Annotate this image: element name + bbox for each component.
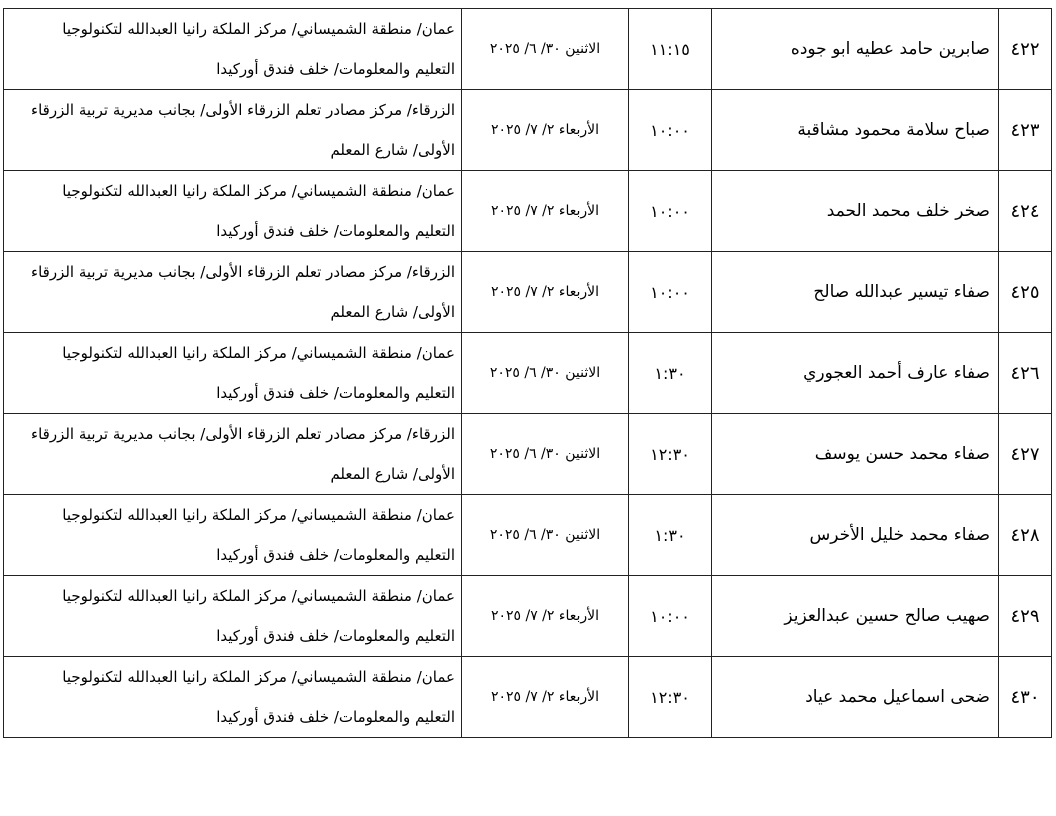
table-row [4, 171, 1052, 252]
exam-time: ١:٣٠ [629, 495, 712, 576]
location-line-1: عمان/ منطقة الشميساني/ مركز الملكة رانيا العبدالله لتكنولوجيا [62, 506, 455, 524]
row-number: ٤٢٩ [999, 576, 1052, 657]
location-line-1: عمان/ منطقة الشميساني/ مركز الملكة رانيا العبدالله لتكنولوجيا [62, 344, 455, 362]
row-number: ٤٢٤ [999, 171, 1052, 252]
exam-date: الأربعاء ٢/ ٧/ ٢٠٢٥ [462, 657, 629, 738]
candidate-name: صفاء محمد حسن يوسف [712, 414, 999, 495]
location-line-2: التعليم والمعلومات/ خلف فندق أوركيدا [216, 222, 455, 240]
exam-date: الأربعاء ٢/ ٧/ ٢٠٢٥ [462, 90, 629, 171]
candidate-name: صفاء تيسير عبدالله صالح [712, 252, 999, 333]
exam-time: ١٢:٣٠ [629, 414, 712, 495]
location-line-2: الأولى/ شارع المعلم [330, 141, 455, 159]
candidate-name: صابرين حامد عطيه ابو جوده [712, 9, 999, 90]
table-row [4, 576, 1052, 657]
exam-date: الاثنين ٣٠/ ٦/ ٢٠٢٥ [462, 414, 629, 495]
exam-location [4, 9, 462, 90]
location-line-1: عمان/ منطقة الشميساني/ مركز الملكة رانيا العبدالله لتكنولوجيا [62, 182, 455, 200]
row-number: ٤٢٢ [999, 9, 1052, 90]
location-line-2: التعليم والمعلومات/ خلف فندق أوركيدا [216, 60, 455, 78]
schedule-table-body [4, 9, 1052, 738]
row-number: ٤٢٨ [999, 495, 1052, 576]
exam-time: ١٠:٠٠ [629, 171, 712, 252]
exam-location [4, 495, 462, 576]
exam-time: ١٢:٣٠ [629, 657, 712, 738]
location-line-1: عمان/ منطقة الشميساني/ مركز الملكة رانيا العبدالله لتكنولوجيا [62, 587, 455, 605]
exam-time: ١٠:٠٠ [629, 90, 712, 171]
row-number: ٤٢٦ [999, 333, 1052, 414]
exam-date: الأربعاء ٢/ ٧/ ٢٠٢٥ [462, 171, 629, 252]
exam-date: الأربعاء ٢/ ٧/ ٢٠٢٥ [462, 576, 629, 657]
candidate-name: صباح سلامة محمود مشاقبة [712, 90, 999, 171]
exam-date: الاثنين ٣٠/ ٦/ ٢٠٢٥ [462, 333, 629, 414]
exam-location [4, 252, 462, 333]
row-number: ٤٢٥ [999, 252, 1052, 333]
table-row [4, 252, 1052, 333]
table-row [4, 495, 1052, 576]
location-line-2: الأولى/ شارع المعلم [330, 303, 455, 321]
candidate-name: ضحى اسماعيل محمد عياد [712, 657, 999, 738]
table-row [4, 414, 1052, 495]
row-number: ٤٢٧ [999, 414, 1052, 495]
row-number: ٤٣٠ [999, 657, 1052, 738]
candidate-name: صهيب صالح حسين عبدالعزيز [712, 576, 999, 657]
table-row [4, 9, 1052, 90]
candidate-name: صفاء محمد خليل الأخرس [712, 495, 999, 576]
location-line-1: عمان/ منطقة الشميساني/ مركز الملكة رانيا العبدالله لتكنولوجيا [62, 20, 455, 38]
location-line-1: الزرقاء/ مركز مصادر تعلم الزرقاء الأولى/ بجانب مديرية تربية الزرقاء [31, 425, 455, 443]
table-row [4, 657, 1052, 738]
exam-time: ١١:١٥ [629, 9, 712, 90]
exam-time: ١٠:٠٠ [629, 576, 712, 657]
exam-location [4, 657, 462, 738]
exam-location [4, 90, 462, 171]
location-line-2: الأولى/ شارع المعلم [330, 465, 455, 483]
row-number: ٤٢٣ [999, 90, 1052, 171]
exam-time: ١٠:٠٠ [629, 252, 712, 333]
location-line-2: التعليم والمعلومات/ خلف فندق أوركيدا [216, 384, 455, 402]
exam-date: الاثنين ٣٠/ ٦/ ٢٠٢٥ [462, 495, 629, 576]
exam-location [4, 333, 462, 414]
location-line-1: عمان/ منطقة الشميساني/ مركز الملكة رانيا العبدالله لتكنولوجيا [62, 668, 455, 686]
location-line-2: التعليم والمعلومات/ خلف فندق أوركيدا [216, 546, 455, 564]
location-line-1: الزرقاء/ مركز مصادر تعلم الزرقاء الأولى/ بجانب مديرية تربية الزرقاء [31, 101, 455, 119]
candidate-name: صخر خلف محمد الحمد [712, 171, 999, 252]
candidate-name: صفاء عارف أحمد العجوري [712, 333, 999, 414]
location-line-1: الزرقاء/ مركز مصادر تعلم الزرقاء الأولى/ بجانب مديرية تربية الزرقاء [31, 263, 455, 281]
exam-date: الاثنين ٣٠/ ٦/ ٢٠٢٥ [462, 9, 629, 90]
exam-time: ١:٣٠ [629, 333, 712, 414]
location-line-2: التعليم والمعلومات/ خلف فندق أوركيدا [216, 708, 455, 726]
exam-location [4, 576, 462, 657]
exam-location [4, 414, 462, 495]
location-line-2: التعليم والمعلومات/ خلف فندق أوركيدا [216, 627, 455, 645]
schedule-table [3, 8, 1052, 738]
exam-date: الأربعاء ٢/ ٧/ ٢٠٢٥ [462, 252, 629, 333]
table-row [4, 90, 1052, 171]
table-row [4, 333, 1052, 414]
exam-location [4, 171, 462, 252]
